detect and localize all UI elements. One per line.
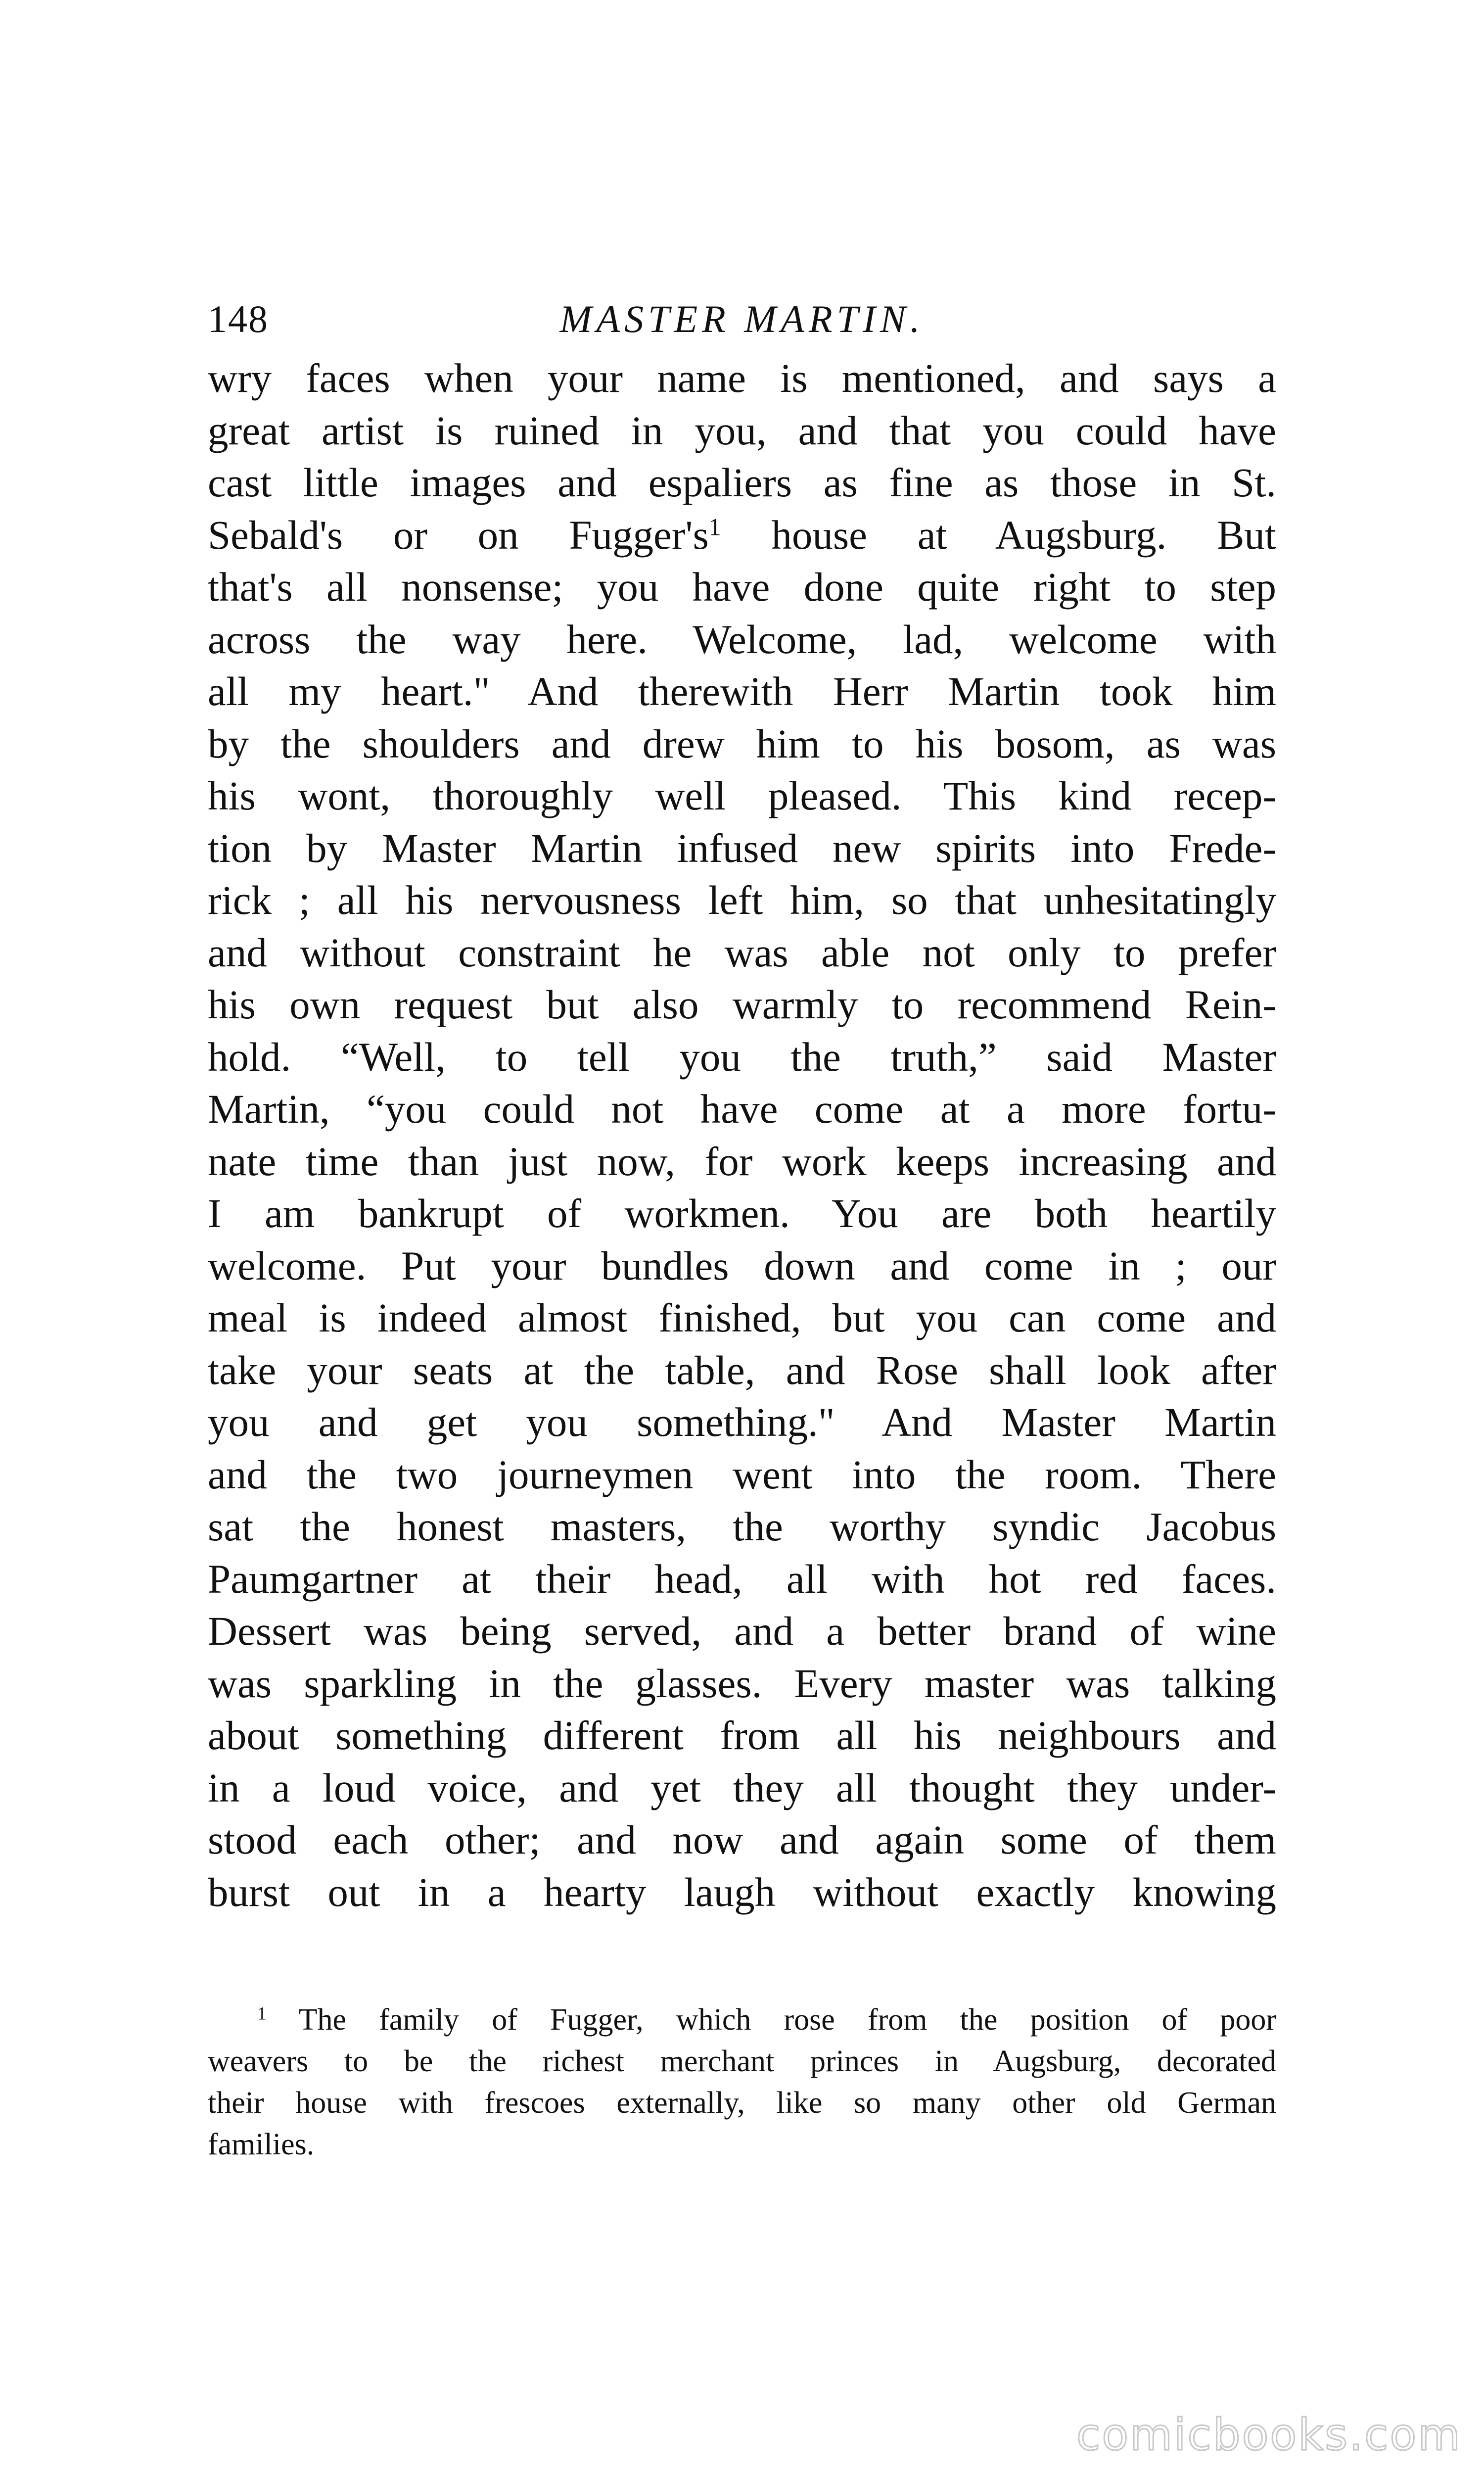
text-line: cast little images and espaliers as fine as those in St.: [208, 460, 1276, 505]
text-line: wry faces when your name is mentioned, and says a: [208, 355, 1276, 401]
text-line: I am bankrupt of workmen. You are both heartily: [208, 1190, 1276, 1236]
footnote-text: The family of Fugger, which rose from the position of poor: [298, 2003, 1276, 2037]
text-line: across the way here. Welcome, lad, welcome with: [208, 616, 1276, 662]
text-line: by the shoulders and drew him to his bosom, as was: [208, 720, 1276, 766]
footnote: [208, 1999, 1276, 2165]
text-line: great artist is ruined in you, and that you could have: [208, 407, 1276, 453]
text-line: Paumgartner at their head, all with hot red faces.: [208, 1556, 1276, 1602]
text-line: take your seats at the table, and Rose shall look after: [208, 1347, 1276, 1393]
text-line: that's all nonsense; you have done quite right to step: [208, 564, 1276, 610]
text-line: in a loud voice, and yet they all thought they under-: [208, 1764, 1276, 1810]
watermark-logo: comicbooks.com: [1076, 2409, 1462, 2460]
text-line: was sparkling in the glasses. Every master was talking: [208, 1660, 1276, 1706]
text-line: welcome. Put your bundles down and come in ; our: [208, 1242, 1276, 1288]
text-line: his own request but also warmly to recommend Rein-: [208, 982, 1276, 1027]
footnote-line: [208, 1999, 1276, 2041]
text-line: about something different from all his neighbours and: [208, 1713, 1276, 1758]
footnote-line: their house with frescoes externally, like so many other old German: [208, 2086, 1276, 2120]
footnote-line: families.: [208, 2128, 315, 2161]
text-line: you and get you something." And Master Martin: [208, 1399, 1276, 1445]
text-segment: house at Augsburg. But: [721, 512, 1276, 558]
footnote-marker: 1: [257, 2003, 267, 2024]
text-line: burst out in a hearty laugh without exactly knowing: [208, 1869, 1276, 1915]
text-line: Dessert was being served, and a better brand of wine: [208, 1608, 1276, 1654]
text-line-with-footnote-ref: [208, 509, 1276, 562]
page-number: 148: [208, 297, 269, 340]
footnote-line: weavers to be the richest merchant princes in Augsburg, decorated: [208, 2045, 1276, 2078]
text-line: and the two journeymen went into the room. There: [208, 1451, 1276, 1497]
text-line: stood each other; and now and again some of them: [208, 1817, 1276, 1862]
text-line: sat the honest masters, the worthy syndic Jacobus: [208, 1504, 1276, 1549]
body-text: [208, 352, 1276, 1918]
text-line: nate time than just now, for work keeps increasing and: [208, 1138, 1276, 1184]
text-line: tion by Master Martin infused new spirits into Frede-: [208, 825, 1276, 871]
page-header: [208, 292, 1276, 346]
footnote-reference: 1: [708, 513, 721, 541]
text-line: meal is indeed almost finished, but you can come and: [208, 1295, 1276, 1340]
text-line: Martin, “you could not have come at a more fortu-: [208, 1086, 1276, 1132]
running-title: MASTER MARTIN.: [559, 297, 925, 340]
text-line: hold. “Well, to tell you the truth,” said Master: [208, 1034, 1276, 1080]
text-segment: Sebald's or on Fugger's: [208, 512, 709, 558]
text-line: his wont, thoroughly well pleased. This kind recep-: [208, 773, 1276, 818]
text-line: rick ; all his nervousness left him, so that unhesitatingly: [208, 877, 1276, 923]
text-line: and without constraint he was able not only to prefer: [208, 929, 1276, 975]
text-line: all my heart." And therewith Herr Martin took him: [208, 668, 1276, 714]
